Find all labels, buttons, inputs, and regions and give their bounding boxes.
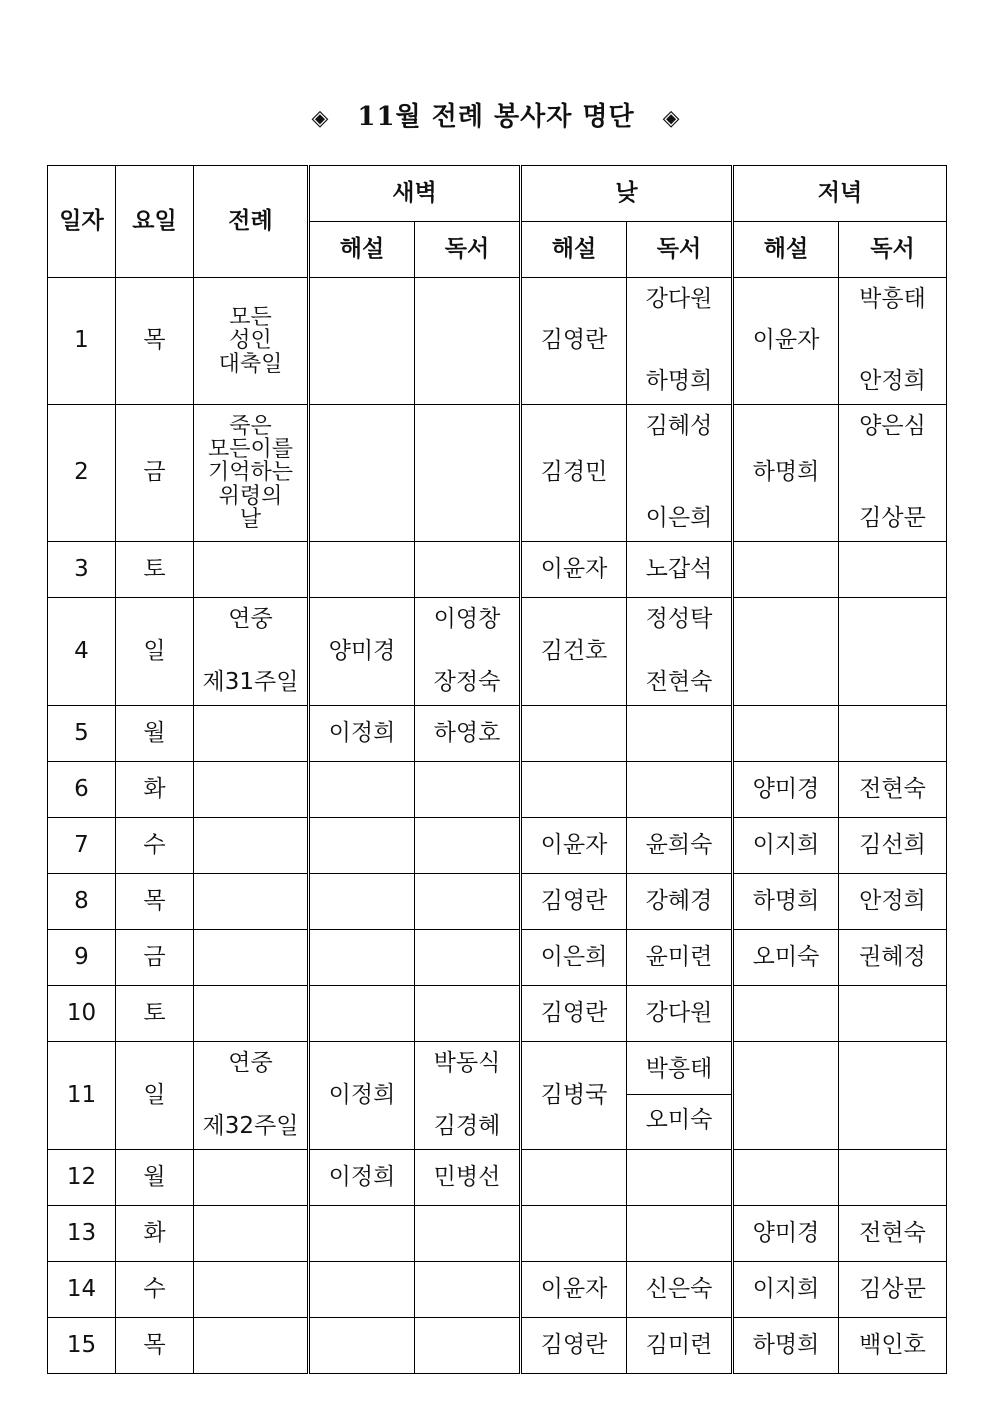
header-commentary: 해설 — [309, 222, 415, 278]
diamond-icon: ◈ — [311, 106, 330, 131]
table-row — [48, 874, 947, 930]
noon-commentary-cell — [521, 1262, 627, 1318]
evening-reading-cell — [839, 818, 947, 874]
table-row — [48, 1150, 947, 1206]
evening-commentary-cell — [733, 818, 839, 874]
liturgy-cell — [194, 1206, 309, 1262]
day-cell — [48, 818, 116, 874]
dawn-reading-cell — [415, 706, 521, 762]
dawn-reading-cell — [415, 542, 521, 598]
weekday-label: 금 — [143, 459, 166, 486]
day-number: 2 — [74, 459, 89, 486]
liturgy-line: 연중 — [228, 1050, 273, 1076]
weekday-cell — [116, 818, 194, 874]
evening-commentary-cell — [733, 1206, 839, 1262]
weekday-label: 토 — [143, 999, 166, 1026]
liturgy-line: 날 — [239, 506, 262, 532]
evening-reading-cell — [839, 278, 947, 405]
day-cell — [48, 598, 116, 706]
weekday-label: 금 — [143, 943, 166, 970]
name-text: 이영창 — [433, 606, 501, 632]
name-text: 김영란 — [540, 999, 608, 1026]
liturgy-line: 제32주일 — [202, 1113, 299, 1140]
weekday-label: 목 — [143, 1331, 166, 1358]
table-row — [48, 542, 947, 598]
day-number: 11 — [66, 1081, 97, 1108]
name-text: 장정숙 — [433, 669, 501, 696]
noon-commentary-cell — [521, 706, 627, 762]
diamond-icon: ◈ — [662, 106, 681, 131]
liturgy-line: 기억하는 — [207, 460, 293, 486]
table-row — [48, 405, 947, 542]
name-text: 이정희 — [328, 1163, 396, 1190]
header-liturgy: 전례 — [194, 166, 309, 278]
noon-reading-cell — [627, 1206, 733, 1262]
dawn-commentary-cell — [309, 405, 415, 542]
liturgy-line: 죽은 — [229, 414, 272, 440]
evening-commentary-cell — [733, 542, 839, 598]
evening-commentary-cell — [733, 405, 839, 542]
day-cell — [48, 986, 116, 1042]
day-number: 6 — [74, 775, 89, 802]
noon-commentary-cell — [521, 986, 627, 1042]
name-text: 양미경 — [752, 775, 820, 802]
liturgy-cell — [194, 278, 309, 405]
header-day: 일자 — [48, 166, 116, 278]
weekday-cell — [116, 930, 194, 986]
table-row — [48, 818, 947, 874]
dawn-commentary-cell — [309, 1318, 415, 1374]
weekday-cell — [116, 1206, 194, 1262]
liturgy-cell — [194, 1318, 309, 1374]
noon-reading-cell — [627, 1262, 733, 1318]
noon-reading-cell — [627, 874, 733, 930]
table-row — [48, 706, 947, 762]
day-number: 10 — [66, 999, 97, 1026]
evening-commentary-cell — [733, 874, 839, 930]
name-text: 전현숙 — [859, 775, 926, 802]
weekday-label: 화 — [143, 775, 166, 802]
name-text: 양은심 — [859, 413, 926, 439]
day-cell — [48, 1318, 116, 1374]
liturgy-cell — [194, 986, 309, 1042]
day-cell — [48, 706, 116, 762]
noon-commentary-cell — [521, 278, 627, 405]
weekday-cell — [116, 542, 194, 598]
evening-reading-cell — [839, 706, 947, 762]
day-cell — [48, 874, 116, 930]
table-row — [48, 1206, 947, 1262]
evening-reading-cell — [839, 762, 947, 818]
name-text: 전현숙 — [645, 669, 713, 696]
dawn-commentary-cell — [309, 542, 415, 598]
name-text: 안정희 — [859, 368, 926, 395]
title-text: 11월 전례 봉사자 명단 — [357, 102, 635, 132]
name-text: 박동식 — [433, 1050, 501, 1076]
day-cell — [48, 1042, 116, 1150]
evening-reading-cell — [839, 1042, 947, 1150]
day-number: 4 — [74, 637, 89, 664]
name-text: 김영란 — [540, 1331, 608, 1358]
noon-reading-cell — [627, 1042, 733, 1150]
name-text: 이윤자 — [540, 555, 608, 582]
table-row — [48, 1042, 947, 1150]
name-text: 이지희 — [752, 1275, 820, 1302]
noon-commentary-cell — [521, 1042, 627, 1150]
weekday-label: 수 — [143, 1275, 166, 1302]
dawn-commentary-cell — [309, 1042, 415, 1150]
noon-commentary-cell — [521, 542, 627, 598]
name-text: 김선희 — [859, 831, 926, 858]
noon-commentary-cell — [521, 405, 627, 542]
liturgy-cell — [194, 930, 309, 986]
name-text: 강다원 — [645, 286, 713, 312]
evening-reading-cell — [839, 1262, 947, 1318]
liturgy-cell — [194, 405, 309, 542]
noon-commentary-cell — [521, 818, 627, 874]
name-text: 이은희 — [645, 505, 713, 532]
dawn-reading-cell — [415, 874, 521, 930]
noon-commentary-cell — [521, 598, 627, 706]
dawn-commentary-cell — [309, 1206, 415, 1262]
table-row — [48, 598, 947, 706]
noon-commentary-cell — [521, 762, 627, 818]
liturgy-cell — [194, 874, 309, 930]
name-text: 노갑석 — [645, 555, 713, 582]
day-cell — [48, 542, 116, 598]
name-text: 이은희 — [540, 943, 608, 970]
dawn-commentary-cell — [309, 1150, 415, 1206]
noon-commentary-cell — [521, 1150, 627, 1206]
name-text: 이윤자 — [540, 831, 608, 858]
evening-commentary-cell — [733, 598, 839, 706]
evening-reading-cell — [839, 1206, 947, 1262]
weekday-cell — [116, 1150, 194, 1206]
evening-reading-cell — [839, 598, 947, 706]
liturgy-line: 제31주일 — [202, 669, 299, 696]
name-text: 김혜성 — [645, 413, 713, 439]
weekday-label: 화 — [143, 1219, 166, 1246]
day-cell — [48, 762, 116, 818]
dawn-commentary-cell — [309, 986, 415, 1042]
day-cell — [48, 1262, 116, 1318]
day-number: 5 — [74, 719, 89, 746]
table-row — [48, 1262, 947, 1318]
name-text: 김경민 — [540, 459, 608, 486]
day-number: 8 — [74, 887, 89, 914]
noon-reading-cell — [627, 706, 733, 762]
noon-reading-cell — [627, 405, 733, 542]
name-text: 김미련 — [645, 1331, 713, 1358]
day-cell — [48, 930, 116, 986]
name-text: 윤희숙 — [645, 831, 713, 858]
name-text: 이정희 — [328, 1081, 396, 1108]
dawn-reading-cell — [415, 1042, 521, 1150]
header-evening: 저녁 — [733, 166, 947, 222]
noon-reading-cell — [627, 278, 733, 405]
weekday-cell — [116, 1042, 194, 1150]
dawn-commentary-cell — [309, 930, 415, 986]
dawn-reading-cell — [415, 1318, 521, 1374]
liturgy-line: 위령의 — [218, 483, 283, 509]
name-text: 정성탁 — [645, 606, 713, 632]
liturgy-cell — [194, 1042, 309, 1150]
name-text: 권혜정 — [859, 943, 926, 970]
name-text: 하명희 — [752, 459, 820, 486]
noon-commentary-cell — [521, 930, 627, 986]
weekday-label: 일 — [143, 1081, 166, 1108]
name-text: 이지희 — [752, 831, 820, 858]
weekday-label: 수 — [143, 831, 166, 858]
day-number: 9 — [74, 943, 89, 970]
dawn-reading-cell — [415, 818, 521, 874]
liturgy-cell — [194, 598, 309, 706]
evening-reading-cell — [839, 1150, 947, 1206]
noon-commentary-cell — [521, 1318, 627, 1374]
weekday-cell — [116, 405, 194, 542]
evening-commentary-cell — [733, 762, 839, 818]
header-noon: 낮 — [521, 166, 733, 222]
evening-commentary-cell — [733, 1042, 839, 1150]
header-commentary: 해설 — [733, 222, 839, 278]
dawn-commentary-cell — [309, 762, 415, 818]
day-cell — [48, 278, 116, 405]
noon-reading-cell — [627, 762, 733, 818]
name-text: 하명희 — [752, 887, 820, 914]
header-reading: 독서 — [839, 222, 947, 278]
name-text: 안정희 — [859, 887, 926, 914]
page-title — [0, 96, 992, 133]
name-text: 백인호 — [859, 1331, 926, 1358]
weekday-cell — [116, 762, 194, 818]
noon-commentary-cell — [521, 874, 627, 930]
dawn-reading-cell — [415, 1150, 521, 1206]
liturgy-line: 성인 — [229, 328, 272, 354]
dawn-reading-cell — [415, 405, 521, 542]
liturgy-cell — [194, 818, 309, 874]
noon-reading-cell — [627, 818, 733, 874]
noon-reading-cell — [627, 986, 733, 1042]
header-reading: 독서 — [415, 222, 521, 278]
header-dawn: 새벽 — [309, 166, 521, 222]
weekday-label: 목 — [143, 327, 166, 354]
table-row — [48, 278, 947, 405]
dawn-reading-cell — [415, 762, 521, 818]
day-number: 13 — [66, 1219, 97, 1246]
dawn-commentary-cell — [309, 706, 415, 762]
weekday-cell — [116, 598, 194, 706]
weekday-label: 토 — [143, 555, 166, 582]
weekday-label: 월 — [143, 719, 166, 746]
name-text: 양미경 — [328, 637, 396, 664]
name-text: 양미경 — [752, 1219, 820, 1246]
evening-commentary-cell — [733, 1262, 839, 1318]
name-text: 전현숙 — [859, 1219, 926, 1246]
day-cell — [48, 405, 116, 542]
day-cell — [48, 1150, 116, 1206]
name-text: 오미숙 — [645, 1107, 713, 1134]
day-cell — [48, 1206, 116, 1262]
table-row — [48, 986, 947, 1042]
name-text: 이정희 — [328, 719, 396, 746]
day-number: 12 — [66, 1163, 97, 1190]
day-number: 3 — [74, 555, 89, 582]
header-commentary: 해설 — [521, 222, 627, 278]
header-weekday: 요일 — [116, 166, 194, 278]
name-text: 신은숙 — [645, 1275, 713, 1302]
dawn-commentary-cell — [309, 278, 415, 405]
evening-commentary-cell — [733, 1318, 839, 1374]
noon-reading-cell — [627, 930, 733, 986]
liturgy-line: 대축일 — [218, 351, 283, 377]
day-number: 15 — [66, 1331, 97, 1358]
dawn-reading-cell — [415, 986, 521, 1042]
name-text: 김영란 — [540, 327, 608, 354]
evening-reading-cell — [839, 930, 947, 986]
name-text: 강혜경 — [645, 887, 713, 914]
evening-commentary-cell — [733, 986, 839, 1042]
table-row — [48, 930, 947, 986]
noon-reading-cell — [627, 1150, 733, 1206]
weekday-cell — [116, 706, 194, 762]
evening-reading-cell — [839, 542, 947, 598]
name-text: 민병선 — [433, 1163, 501, 1190]
name-text: 김경혜 — [433, 1113, 501, 1140]
dawn-commentary-cell — [309, 1262, 415, 1318]
liturgy-cell — [194, 1150, 309, 1206]
dawn-reading-cell — [415, 1262, 521, 1318]
evening-reading-cell — [839, 874, 947, 930]
weekday-cell — [116, 278, 194, 405]
dawn-reading-cell — [415, 930, 521, 986]
liturgy-cell — [194, 706, 309, 762]
evening-reading-cell — [839, 1318, 947, 1374]
name-text: 이윤자 — [540, 1275, 608, 1302]
name-text: 김상문 — [859, 1275, 926, 1302]
dawn-reading-cell — [415, 1206, 521, 1262]
weekday-cell — [116, 1262, 194, 1318]
weekday-cell — [116, 986, 194, 1042]
table-row — [48, 1318, 947, 1374]
noon-reading-cell — [627, 1318, 733, 1374]
dawn-commentary-cell — [309, 818, 415, 874]
evening-reading-cell — [839, 405, 947, 542]
name-text: 이윤자 — [752, 327, 820, 354]
liturgy-line: 모든 — [229, 305, 272, 331]
liturgy-line: 모든이를 — [207, 437, 293, 463]
name-text: 하명희 — [645, 368, 713, 395]
liturgy-line: 연중 — [228, 606, 273, 632]
name-text: 하영호 — [433, 719, 501, 746]
name-text: 김병국 — [540, 1081, 608, 1108]
evening-commentary-cell — [733, 706, 839, 762]
header-reading: 독서 — [627, 222, 733, 278]
liturgy-cell — [194, 542, 309, 598]
name-text: 오미숙 — [752, 943, 820, 970]
evening-reading-cell — [839, 986, 947, 1042]
day-number: 1 — [74, 327, 89, 354]
noon-reading-cell — [627, 542, 733, 598]
name-text: 김상문 — [859, 505, 926, 532]
noon-reading-cell — [627, 598, 733, 706]
name-text: 윤미련 — [645, 943, 713, 970]
schedule-table — [47, 165, 947, 1374]
noon-commentary-cell — [521, 1206, 627, 1262]
name-text: 김건호 — [540, 637, 608, 664]
dawn-commentary-cell — [309, 874, 415, 930]
dawn-reading-cell — [415, 278, 521, 405]
weekday-cell — [116, 1318, 194, 1374]
name-text: 하명희 — [752, 1331, 820, 1358]
name-text: 박흥태 — [859, 286, 926, 312]
day-number: 7 — [74, 831, 89, 858]
weekday-label: 목 — [143, 887, 166, 914]
liturgy-cell — [194, 1262, 309, 1318]
name-text: 김영란 — [540, 887, 608, 914]
dawn-reading-cell — [415, 598, 521, 706]
evening-commentary-cell — [733, 930, 839, 986]
dawn-commentary-cell — [309, 598, 415, 706]
day-number: 14 — [66, 1275, 97, 1302]
weekday-cell — [116, 874, 194, 930]
liturgy-cell — [194, 762, 309, 818]
weekday-label: 월 — [143, 1163, 166, 1190]
table-row — [48, 762, 947, 818]
name-text: 강다원 — [645, 999, 713, 1026]
name-text: 박흥태 — [627, 1056, 731, 1095]
evening-commentary-cell — [733, 1150, 839, 1206]
evening-commentary-cell — [733, 278, 839, 405]
weekday-label: 일 — [143, 637, 166, 664]
